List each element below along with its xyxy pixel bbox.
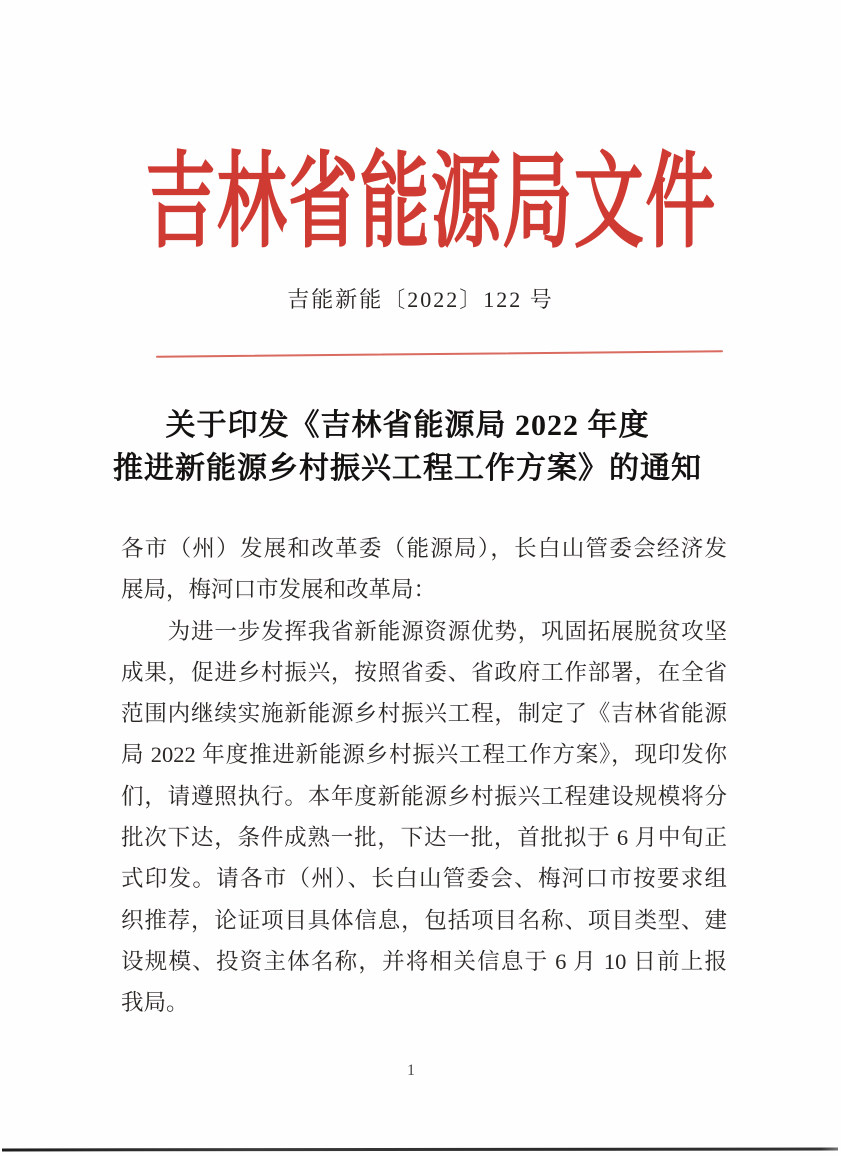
page-number: 1 [407, 1062, 415, 1079]
body-line: 我局。 [121, 990, 189, 1016]
body-line: 们，请遵照执行。本年度新能源乡村振兴工程建设规模将分 [121, 783, 727, 809]
body-line: 织推荐，论证项目具体信息，包括项目名称、项目类型、建 [121, 907, 727, 933]
body-line: 各市（州）发展和改革委（能源局），长白山管委会经济发 [121, 536, 727, 561]
document-title [0, 404, 815, 490]
scan-edge-line [2, 1148, 838, 1152]
body-line: 局 2022 年度推进新能源乡村振兴工程工作方案》，现印发你 [121, 742, 727, 768]
body-line: 范围内继续实施新能源乡村振兴工程，制定了《吉林省能源 [121, 701, 727, 727]
body-line: 批次下达，条件成熟一批，下达一批，首批拟于 6 月中旬正 [121, 825, 727, 851]
body-line: 为进一步发挥我省新能源资源优势，巩固拓展脱贫攻坚 [121, 618, 727, 644]
document-title-line-1: 关于印发《吉林省能源局 2022 年度 [165, 409, 650, 442]
document-body [121, 528, 727, 1024]
red-divider-line [156, 350, 723, 358]
body-line: 式印发。请各市（州）、长白山管委会、梅河口市按要求组 [121, 866, 727, 892]
document-number: 吉能新能〔2022〕122 号 [287, 287, 554, 312]
body-line: 展局，梅河口市发展和改革局： [121, 577, 437, 603]
document-header-title: 吉林省能源局文件 [145, 144, 717, 261]
body-line: 设规模、投资主体名称，并将相关信息于 6 月 10 日前上报 [121, 948, 727, 974]
document-title-line-2: 推进新能源乡村振兴工程工作方案》的通知 [113, 452, 702, 485]
body-line: 成果，促进乡村振兴，按照省委、省政府工作部署，在全省 [121, 659, 727, 685]
